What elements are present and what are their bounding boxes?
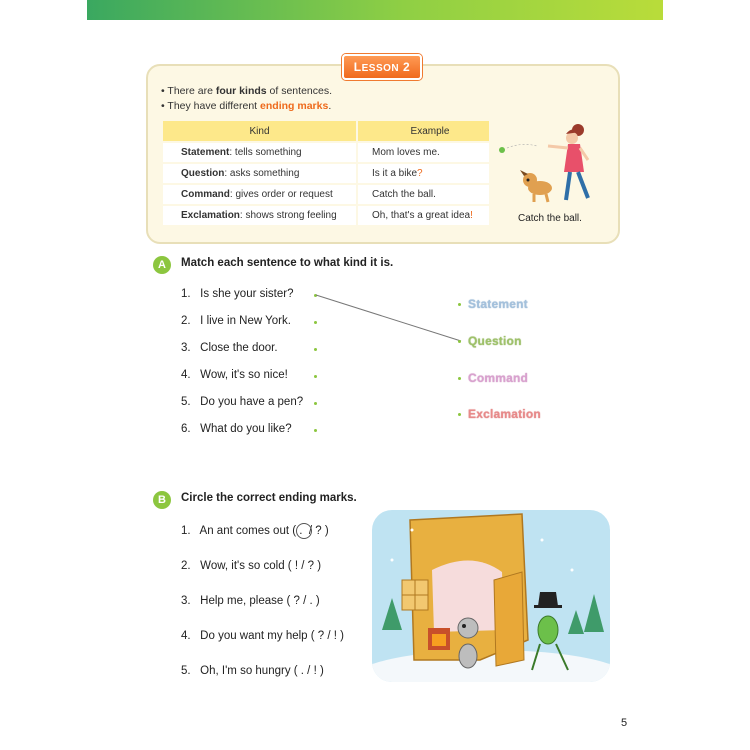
illustration-caption: Catch the ball. [518, 213, 582, 224]
answer-circle [296, 523, 312, 539]
example-mark: ! [470, 210, 473, 221]
kind-label-command: Command [468, 371, 529, 385]
note-line-2: • They have different ending marks. [161, 100, 332, 112]
kind-desc: : tells something [229, 147, 302, 158]
header-kind: Kind [163, 121, 356, 141]
match-sentence-1: 1. Is she your sister? [181, 288, 294, 300]
example-mark: . [437, 147, 440, 158]
example-mark: . [433, 189, 436, 200]
section-b-title: Circle the correct ending marks. [181, 492, 357, 504]
kind-desc: : asks something [224, 168, 300, 179]
match-dot-question[interactable] [458, 340, 461, 343]
header-example: Example [358, 121, 489, 141]
kind-label-question: Question [468, 334, 522, 348]
kind-desc: : shows strong feeling [239, 210, 337, 221]
kind-name: Statement [181, 147, 230, 158]
note-line-1: • There are four kinds of sentences. [161, 85, 332, 97]
ending-mark-item-4: 4. Do you want my help ( ? / ! ) [181, 630, 344, 642]
example-text: Is it a bike [372, 168, 418, 179]
example-text: Mom loves me [372, 147, 438, 158]
section-b-marker: B [153, 491, 171, 509]
match-dot-command[interactable] [458, 377, 461, 380]
kind-name: Command [181, 189, 230, 200]
match-sentence-6: 6. What do you like? [181, 423, 292, 435]
lesson-badge: LESSON 2 [342, 54, 422, 80]
match-sentence-2: 2. I live in New York. [181, 315, 291, 327]
kind-name: Question [181, 168, 225, 179]
example-text: Oh, that's a great idea [372, 210, 471, 221]
match-sentence-5: 5. Do you have a pen? [181, 396, 304, 408]
match-sentence-3: 3. Close the door. [181, 342, 278, 354]
kind-name: Exclamation [181, 210, 240, 221]
page-number: 5 [621, 717, 628, 729]
ending-mark-item-1: 1. An ant comes out ( . / ? ) [181, 525, 329, 537]
match-sentence-4: 4. Wow, it's so nice! [181, 369, 288, 381]
ending-mark-item-3: 3. Help me, please ( ? / . ) [181, 595, 320, 607]
ending-mark-item-5: 5. Oh, I'm so hungry ( . / ! ) [181, 665, 324, 677]
example-mark: ? [417, 168, 423, 179]
example-text: Catch the ball [372, 189, 434, 200]
ending-mark-item-2: 2. Wow, it's so cold ( ! / ? ) [181, 560, 322, 572]
kind-label-exclamation: Exclamation [468, 407, 541, 421]
match-dot-exclamation[interactable] [458, 413, 461, 416]
kind-label-statement: Statement [468, 297, 528, 311]
section-a-title: Match each sentence to what kind it is. [181, 257, 394, 269]
match-dot-statement[interactable] [458, 303, 461, 306]
ant-grasshopper-illustration [372, 510, 610, 682]
kind-desc: : gives order or request [229, 189, 333, 200]
section-a-marker: A [153, 256, 171, 274]
